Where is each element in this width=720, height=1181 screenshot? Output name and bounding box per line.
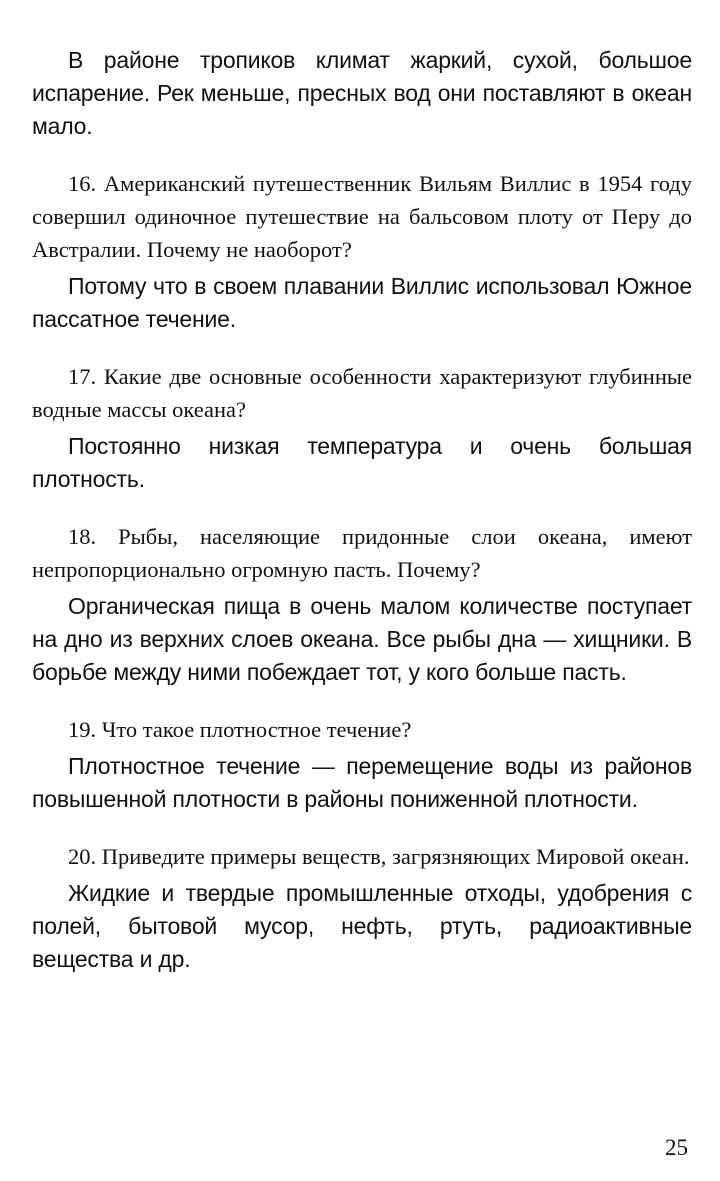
intro-answer: В районе тропиков климат жаркий, сухой, большое испарение. Рек меньше, пресных вод они поставляют в океан мало. bbox=[32, 47, 692, 139]
qa-block-18 bbox=[32, 520, 692, 689]
qa-block-16 bbox=[32, 167, 692, 336]
page-number: 25 bbox=[665, 1135, 688, 1160]
answer-17: Постоянно низкая температура и очень большая плотность. bbox=[32, 433, 692, 492]
book-page bbox=[32, 44, 692, 976]
qa-block-19 bbox=[32, 713, 692, 816]
question-16: 16. Американский путешественник Вильям Виллис в 1954 году совершил одиночное путешествие на бальсовом плоту от Перу до Австралии. Почему не наоборот? bbox=[32, 171, 692, 262]
qa-block-20 bbox=[32, 840, 692, 976]
question-17: 17. Какие две основные особенности характеризуют глубинные водные массы океана? bbox=[32, 364, 692, 422]
question-19: 19. Что такое плотностное течение? bbox=[68, 717, 412, 742]
question-18: 18. Рыбы, населяющие придонные слои океана, имеют непропорционально огромную пасть. Почему? bbox=[32, 524, 692, 582]
answer-20: Жидкие и твердые промышленные отходы, удобрения с полей, бытовой мусор, нефть, ртуть, радиоактивные вещества и др. bbox=[32, 880, 692, 972]
answer-18: Органическая пища в очень малом количестве поступает на дно из верхних слоев океана. Все рыбы дна — хищники. В борьбе между ними побеждает тот, у кого больше пасть. bbox=[32, 593, 692, 685]
answer-19: Плотностное течение — перемещение воды из районов повышенной плотности в районы пониженной плотности. bbox=[32, 753, 692, 812]
question-20: 20. Приведите примеры веществ, загрязняющих Мировой океан. bbox=[68, 844, 690, 869]
answer-16: Потому что в своем плавании Виллис использовал Южное пассатное течение. bbox=[32, 273, 692, 332]
qa-block-17 bbox=[32, 360, 692, 496]
